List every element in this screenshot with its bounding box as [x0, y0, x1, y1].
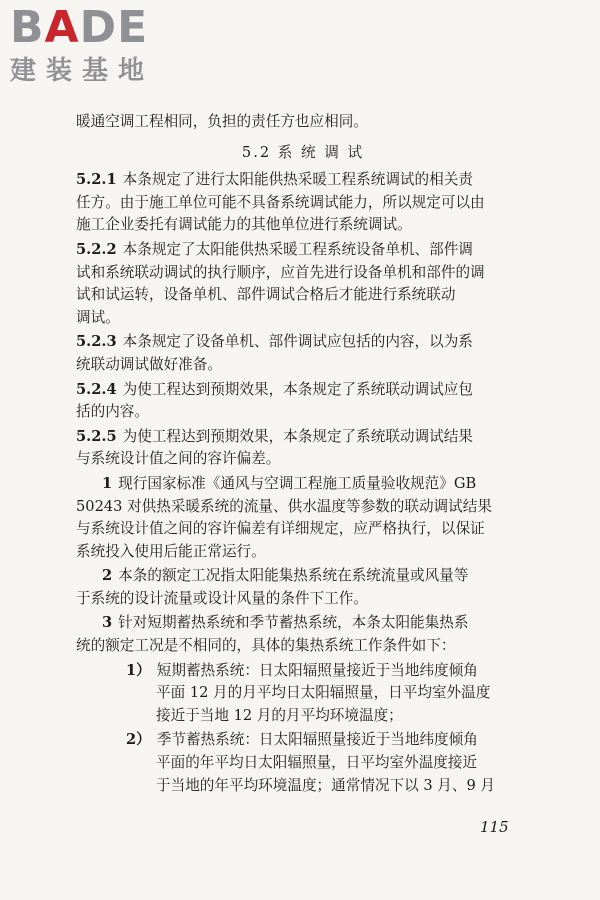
item-text: 现行国家标准《通风与空调工程施工质量验收规范》GB	[118, 474, 477, 492]
subitem-number: 2）	[126, 731, 151, 749]
clause-text: 施工企业委托有调试能力的其他单位进行系统调试。	[76, 216, 412, 234]
clause-text: 统联动调试做好准备。	[76, 355, 222, 373]
intro-line: 暖通空调工程相同，负担的责任方也应相同。	[76, 113, 368, 130]
clause-text: 为使工程达到预期效果，本条规定了系统联动调试应包	[122, 380, 473, 398]
clause-number: 5.2.2	[76, 240, 117, 258]
logo-letters-de: DE	[79, 2, 149, 53]
clause-text: 本条规定了太阳能供热采暖工程系统设备单机、部件调	[122, 240, 473, 258]
logo-letter-a: A	[44, 2, 80, 53]
subitem-1	[76, 660, 530, 728]
clause-text: 任方。由于施工单位可能不具备系统调试能力，所以规定可以由	[76, 193, 485, 211]
item-text: 50243 对供热采暖系统的流量、供水温度等参数的联动调试结果	[76, 497, 492, 515]
subitem-text: 接近于当地 12 月的月平均环境温度；	[156, 706, 403, 724]
subitem-number: 1）	[126, 661, 151, 679]
subitem-text: 于当地的年平均环境温度；通常情况下以 3 月、9 月	[156, 776, 495, 794]
item-2	[76, 565, 530, 610]
section-heading: 5.2 系 统 调 试	[241, 143, 365, 161]
clause-5-2-1	[76, 169, 530, 237]
clause-5-2-4	[76, 379, 530, 424]
clause-text: 调试。	[76, 308, 120, 326]
logo-subtitle: 建装基地	[10, 56, 155, 86]
clause-text: 与系统设计值之间的容许偏差。	[76, 450, 281, 468]
item-3	[76, 612, 530, 657]
item-text: 与系统设计值之间的容许偏差有详细规定，应严格执行，以保证	[76, 520, 485, 538]
item-1	[76, 473, 530, 563]
subitem-text: 季节蓄热系统：日太阳辐照量接近于当地纬度倾角	[156, 731, 478, 749]
clause-text: 本条规定了进行太阳能供热采暖工程系统调试的相关责	[122, 171, 473, 189]
item-text: 针对短期蓄热系统和季节蓄热系统，本条太阳能集热系	[118, 614, 469, 632]
bade-logo	[10, 2, 180, 86]
item-text: 系统投入使用后能正常运行。	[76, 542, 266, 560]
page-number: 115	[480, 818, 509, 836]
item-text: 统的额定工况是不相同的，具体的集热系统工作条件如下：	[76, 637, 456, 655]
subitem-text: 平面 12 月的月平均日太阳辐照量，日平均室外温度	[156, 684, 491, 702]
clause-text: 试和试运转，设备单机、部件调试合格后才能进行系统联动	[76, 286, 456, 304]
clause-text: 本条规定了设备单机、部件调试应包括的内容，以为系	[122, 333, 473, 351]
logo-wordmark	[10, 2, 180, 54]
clause-text: 括的内容。	[76, 403, 149, 421]
clause-number: 5.2.1	[76, 171, 117, 189]
item-text: 于系统的设计流量或设计风量的条件下工作。	[76, 589, 368, 607]
clause-text: 为使工程达到预期效果，本条规定了系统联动调试结果	[122, 427, 473, 445]
clause-number: 5.2.4	[76, 380, 117, 398]
subitem-2	[76, 729, 530, 797]
item-number: 3	[102, 614, 113, 632]
clause-5-2-3	[76, 331, 530, 376]
logo-letter-b: B	[10, 2, 45, 53]
item-number: 1	[102, 474, 113, 492]
clause-5-2-5	[76, 426, 530, 471]
clause-number: 5.2.5	[76, 427, 117, 445]
page-body	[76, 111, 530, 797]
item-number: 2	[102, 567, 113, 585]
clause-5-2-2	[76, 239, 530, 329]
subitem-text: 短期蓄热系统：日太阳辐照量接近于当地纬度倾角	[156, 661, 478, 679]
clause-text: 试和系统联动调试的执行顺序，应首先进行设备单机和部件的调	[76, 263, 485, 281]
item-text: 本条的额定工况指太阳能集热系统在系统流量或风量等	[118, 567, 469, 585]
subitem-text: 平面的年平均日太阳辐照量，日平均室外温度接近	[156, 754, 478, 772]
clause-number: 5.2.3	[76, 333, 117, 351]
